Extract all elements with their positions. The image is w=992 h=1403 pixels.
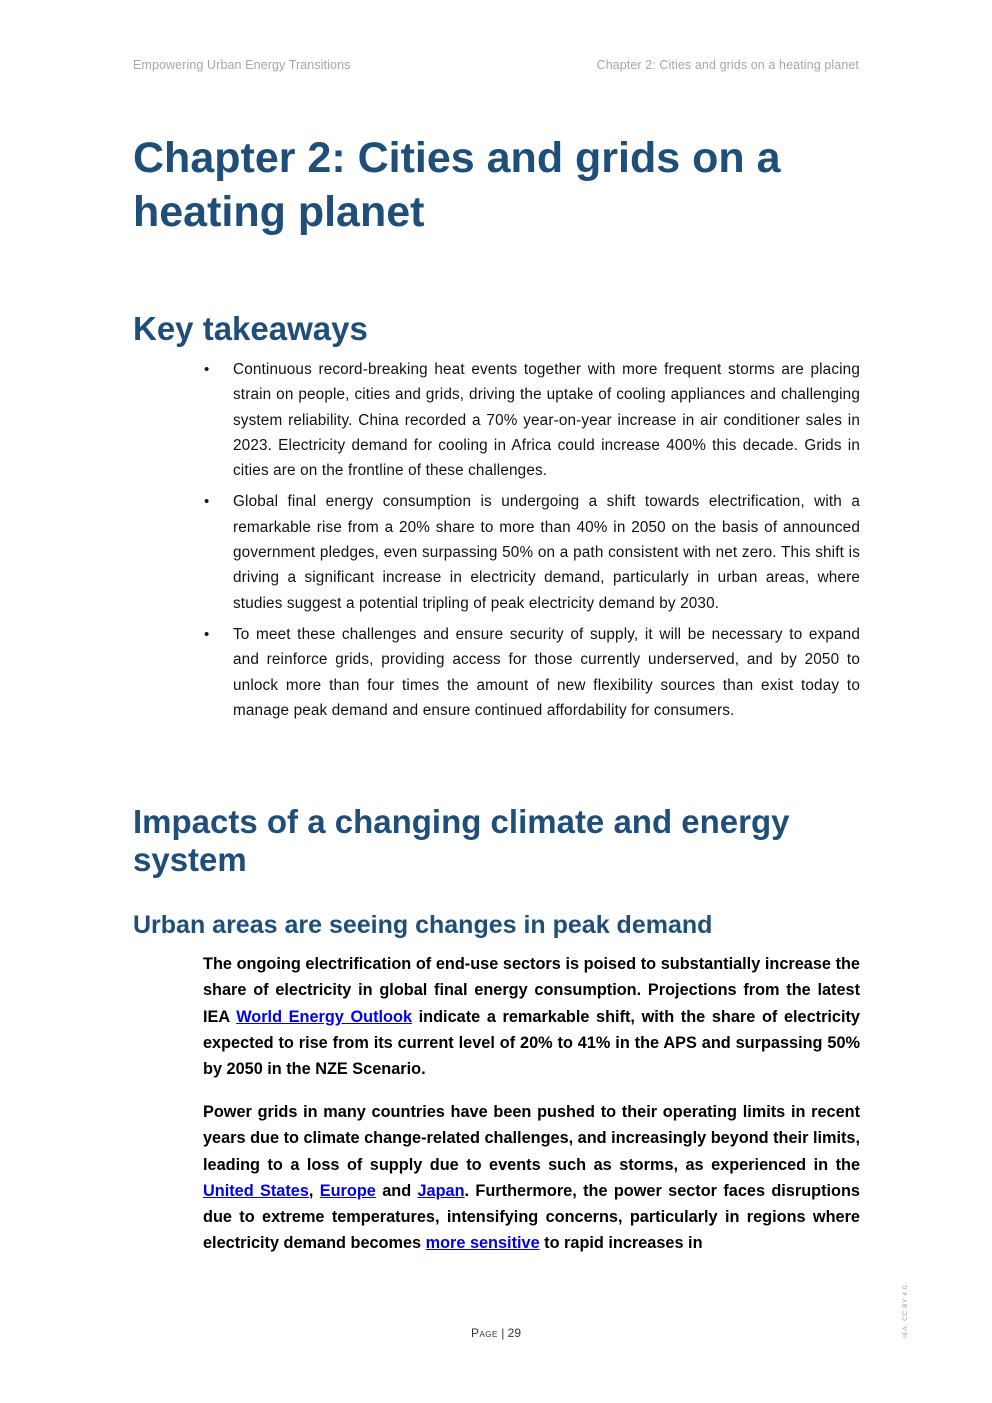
list-item [203, 622, 860, 723]
europe-link[interactable]: Europe [319, 1181, 376, 1200]
license-notice: IEA. CC BY 4.0. [902, 1282, 909, 1338]
list-item [203, 489, 860, 615]
paragraph-text: Power grids in many countries have been pushed to their operating limits in recent years due to climate change-related challenges, and increasingly beyond their limits, leading to a loss of supply due to events such as storms, as experienced in the [203, 1103, 860, 1174]
paragraph-text: indicate a remarkable shift, with the share of electricity expected to rise from its current level of 20% to 41% in the APS and surpassing 50% by 2050 in the NZE Scenario. [203, 1007, 860, 1079]
urban-areas-heading: Urban areas are seeing changes in peak demand [133, 911, 713, 939]
bullet-text: Continuous record-breaking heat events together with more frequent storms are placing strain on people, cities and grids, driving the uptake of cooling appliances and challenging system reliability. China recorded a 70% year-on-year increase in air conditioner sales in 2023. Electricity demand for cooling in Africa could increase 400% this decade. Grids in cities are on the frontline of these challenges. [233, 361, 860, 480]
japan-link[interactable]: Japan [417, 1181, 465, 1200]
world-energy-outlook-link[interactable]: World Energy Outlook [236, 1007, 412, 1026]
paragraph-power-grids [203, 1099, 860, 1257]
list-item [203, 357, 860, 483]
united-states-link[interactable]: United States [203, 1181, 309, 1200]
chapter-title: Chapter 2: Cities and grids on a heating planet [133, 134, 781, 236]
impacts-heading: Impacts of a changing climate and energy system [133, 803, 790, 878]
bullet-icon: • [204, 625, 210, 643]
separator-text: and [375, 1181, 418, 1200]
running-header-right: Chapter 2: Cities and grids on a heating planet [596, 58, 859, 72]
bullet-icon: • [204, 361, 210, 378]
page-number: 29 [507, 1326, 522, 1340]
key-takeaways-heading: Key takeaways [133, 310, 368, 347]
page-separator: | [497, 1326, 508, 1340]
separator-text: , [308, 1181, 320, 1200]
paragraph-electrification [203, 951, 860, 1082]
key-takeaways-list [203, 357, 860, 729]
more-sensitive-link[interactable]: more sensitive [425, 1234, 540, 1253]
page-footer [0, 1326, 992, 1340]
paragraph-text: The ongoing electrification of end-use sectors is poised to substantially increase the share of electricity in global final energy consumption. Projections from the latest IEA [203, 955, 860, 1026]
paragraph-text: to rapid increases in [539, 1234, 703, 1253]
bullet-text: To meet these challenges and ensure security of supply, it will be necessary to expand and reinforce grids, providing access for those currently underserved, and by 2050 to unlock more than four times the amount of new flexibility sources than exist today to manage peak demand and ensure continued affordability for consumers. [233, 625, 860, 719]
page-label: Page [470, 1326, 498, 1340]
bullet-icon: • [204, 493, 210, 511]
paragraph-text: . Furthermore, the power sector faces disruptions due to extreme temperatures, intensifying concerns, particularly in regions where electricity demand becomes [203, 1181, 860, 1253]
bullet-text: Global final energy consumption is undergoing a shift towards electrification, with a remarkable rise from a 20% share to more than 40% in 2050 on the basis of announced government pledges, even surpassing 50% on a path consistent with net zero. This shift is driving a significant increase in electricity demand, particularly in urban areas, where studies suggest a potential tripling of peak electricity demand by 2030. [233, 493, 860, 612]
running-header-left: Empowering Urban Energy Transitions [133, 58, 351, 72]
